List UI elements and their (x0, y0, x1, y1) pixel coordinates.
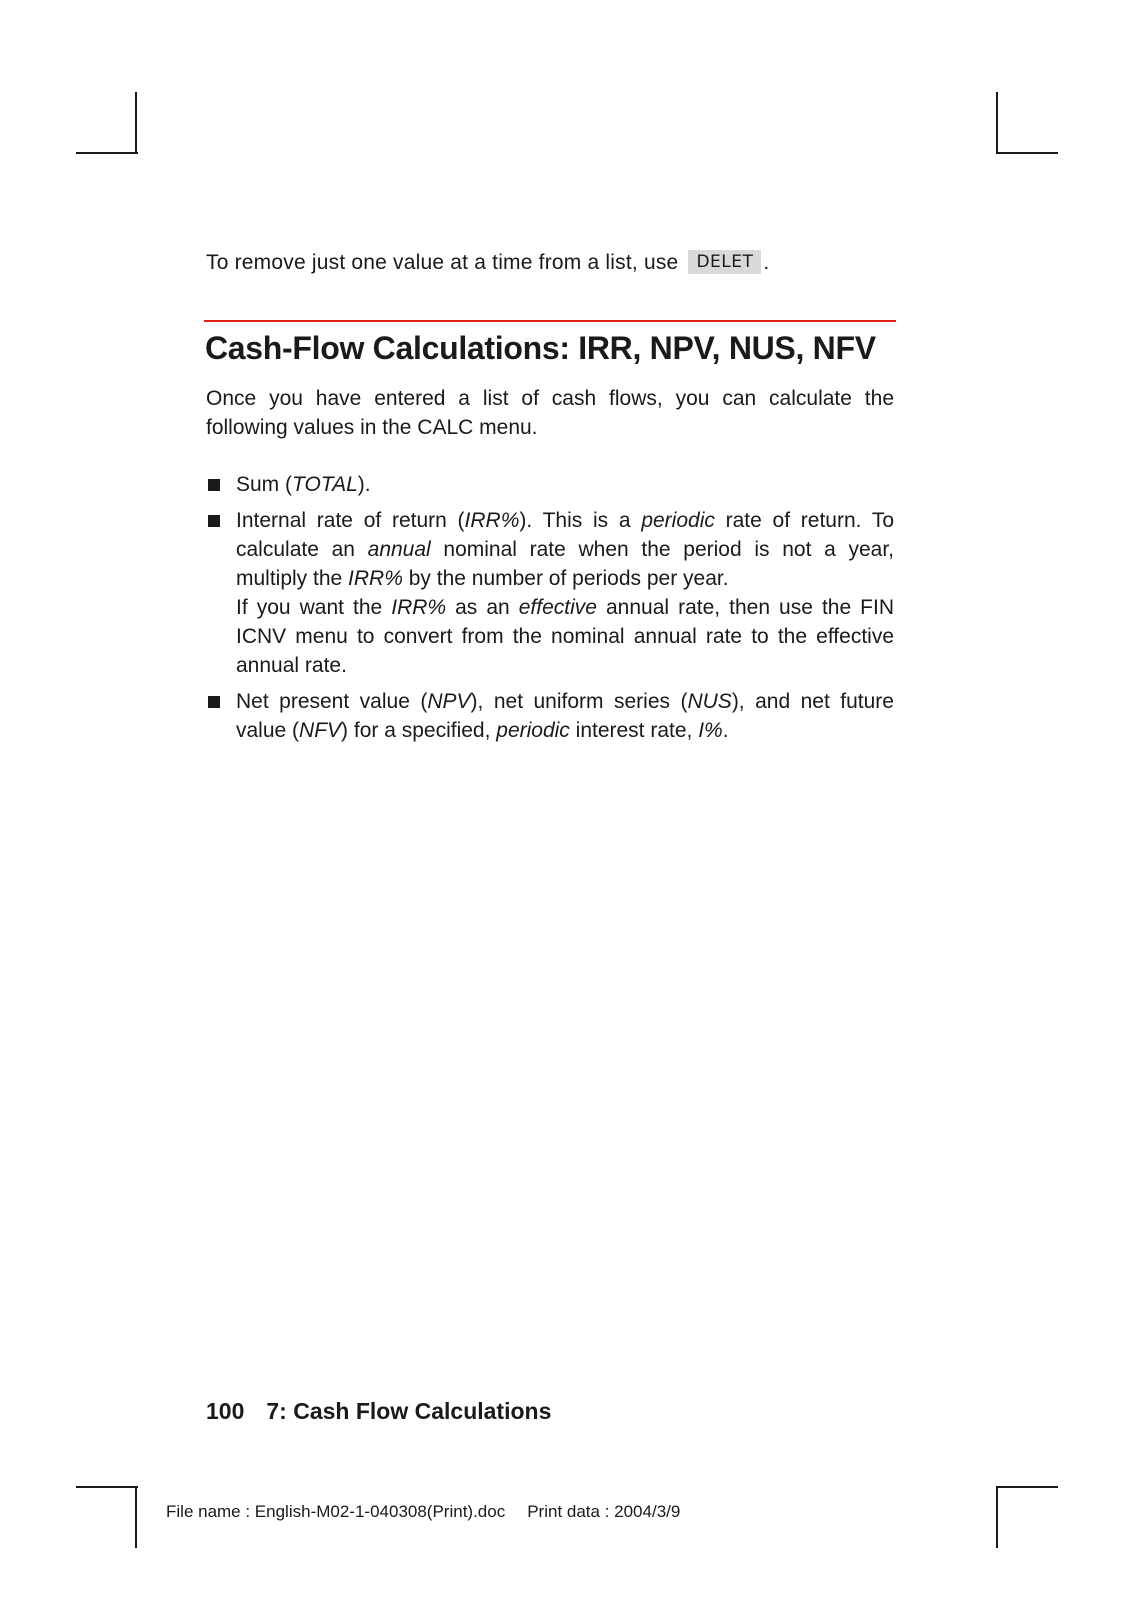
intro-text: To remove just one value at a time from a list, use (206, 251, 679, 274)
variable-name: NFV (299, 719, 342, 742)
text-span: annual rate, then use the FIN ICNV menu to convert from the nominal annual rate to the effective annual rate. (236, 596, 895, 677)
intro-paragraph: Once you have entered a list of cash flows, you can calculate the following values in the CALC menu. (206, 387, 894, 439)
page-number: 100 (206, 1398, 245, 1424)
text-span: ). (357, 473, 371, 496)
variable-name: IRR% (391, 596, 447, 619)
chapter-title: 7: Cash Flow Calculations (266, 1398, 552, 1424)
text-span: ) for a specified, (341, 719, 497, 742)
crop-mark (996, 1486, 1058, 1488)
variable-name: NUS (687, 690, 732, 713)
text-span: rate of return. To calculate an (236, 509, 894, 561)
crop-mark (135, 92, 137, 154)
text-span: Sum ( (236, 473, 293, 496)
crop-mark (76, 1486, 138, 1488)
text-span: interest rate, (569, 719, 699, 742)
crop-mark (996, 152, 1058, 154)
crop-mark (996, 92, 998, 154)
variable-name: IRR% (464, 509, 520, 532)
calc-values-list (206, 470, 894, 752)
bullet-icon (208, 479, 220, 491)
variable-name: I% (698, 719, 723, 742)
text-span: ). This is a (519, 509, 642, 532)
delet-softkey: DELET (688, 250, 761, 274)
crop-mark (76, 152, 138, 154)
text-span: ), and net future value ( (236, 690, 894, 742)
variable-name: TOTAL (292, 473, 358, 496)
bullet-icon (208, 696, 220, 708)
irr-paragraph (236, 506, 894, 593)
irr-effective-paragraph (236, 593, 894, 680)
text-span: If you want the (236, 596, 392, 619)
variable-name: NPV (427, 690, 471, 713)
crop-mark (996, 1486, 998, 1548)
crop-mark (135, 1486, 137, 1548)
text-span: . (722, 719, 729, 742)
text-span: Internal rate of return ( (236, 509, 465, 532)
section-rule (204, 320, 896, 322)
section-heading: Cash-Flow Calculations: IRR, NPV, NUS, NFV (205, 330, 876, 366)
text-span: Net present value ( (236, 690, 428, 713)
emphasis: periodic (641, 509, 715, 532)
intro-line (206, 250, 769, 275)
page-footer (206, 1398, 551, 1425)
print-date: Print data : 2004/3/9 (527, 1502, 681, 1521)
file-name: File name : English-M02-1-040308(Print).doc (166, 1502, 506, 1521)
text-span: nominal rate when the period is not a year, multiply the (236, 538, 894, 590)
text-span: as an (446, 596, 519, 619)
list-item-npv (206, 687, 894, 745)
list-item-sum (206, 470, 894, 499)
emphasis: periodic (496, 719, 570, 742)
print-info (166, 1502, 680, 1522)
list-item-irr (206, 506, 894, 680)
text-span: by the number of periods per year. (402, 567, 729, 590)
variable-name: IRR% (348, 567, 403, 590)
text-span: ), net uniform series ( (470, 690, 688, 713)
emphasis: annual (367, 538, 431, 561)
intro-period: . (763, 251, 770, 274)
emphasis: effective (518, 596, 597, 619)
bullet-icon (208, 515, 220, 527)
